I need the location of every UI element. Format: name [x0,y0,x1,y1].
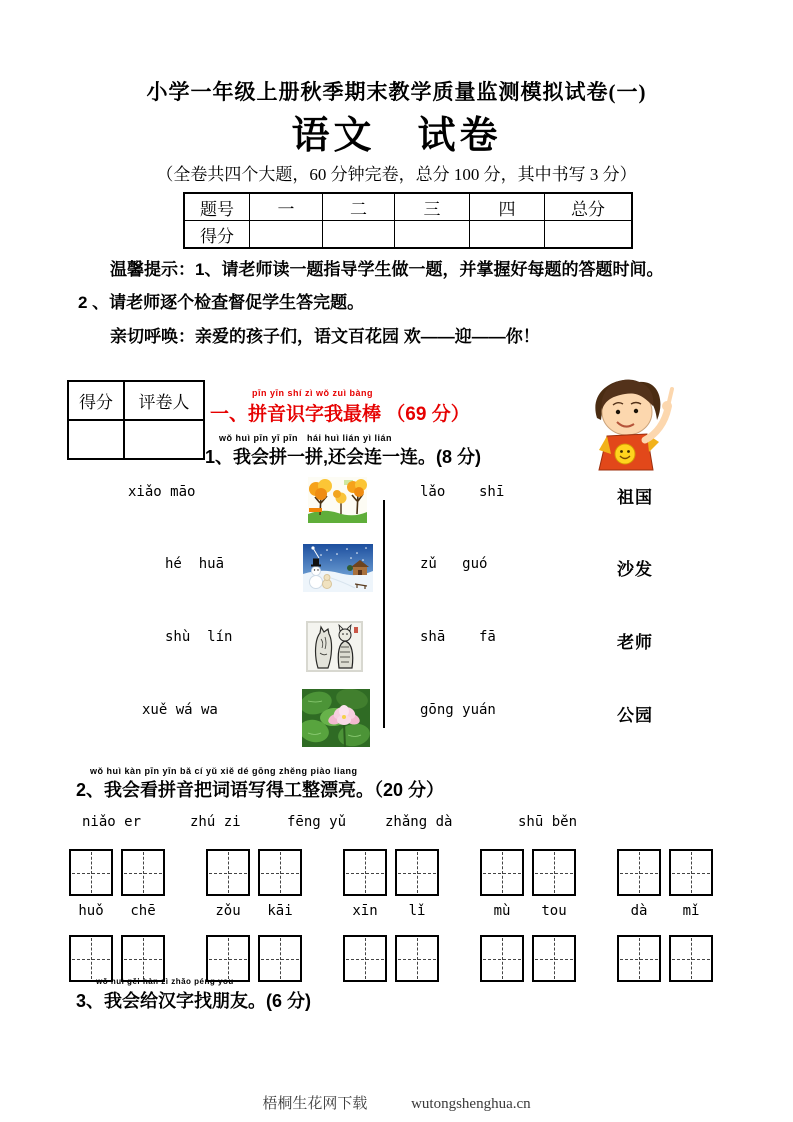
write-pinyin-pair [480,903,576,919]
cartoon-boy-image [573,372,691,477]
character-grid-pair [206,935,302,982]
info-line: （全卷共四个大题，60 分钟完卷，总分 100 分，其中书写 3 分） [156,165,637,184]
table-row [184,221,632,249]
write-pinyin-word: fēng yǔ [287,814,347,830]
question1-text: 1、我会拼一拼,还会连一连。(8 分) [205,447,482,467]
tian-grid-box [395,935,439,982]
grader-empty-cell [124,420,204,459]
write-pinyin-word: mù [493,903,511,919]
tian-grid-box [532,935,576,982]
grader-empty-cell [68,420,124,459]
question2-pinyin: wǒ huì kàn pīn yīn bǎ cí yǔ xiě dé gōng zhěng piào liang [90,766,358,776]
character-grid-pair [617,935,713,982]
write-pinyin-pair [343,903,439,919]
character-grid-pair [343,849,439,896]
question3-block [76,977,311,1013]
tian-grid-box [669,935,713,982]
score-row-label: 得分 [184,221,250,249]
match-divider-line [383,500,385,728]
footer [0,1092,793,1113]
write-pinyin-word: zhǎng dà [385,814,453,830]
match-left-pinyin: hé huā [165,556,225,572]
score-empty-cell [250,221,323,249]
write-pinyin-word: zǒu [215,903,241,919]
tian-grid-box [480,935,524,982]
section1-pinyin: pīn yīn shí zì wǒ zuì bàng [252,388,373,398]
tian-grid-box [258,849,302,896]
match-left-pinyin: xiǎo māo [128,484,196,500]
subject-title: 语文 试卷 [291,115,502,157]
table-row [68,420,204,459]
character-grid-pair [206,849,302,896]
match-right-pinyin: lǎo shī [420,484,505,500]
character-grid-pair [617,849,713,896]
page-title: 小学一年级上册秋季期末教学质量监测模拟试卷(一) [146,80,647,104]
tian-grid-box [206,935,250,982]
score-header-cell: 一 [250,193,323,221]
lotus-flower-image [302,689,370,752]
match-word: 老师 [617,633,653,652]
character-grid-pair [69,849,165,896]
write-pinyin-word: shū běn [518,814,578,830]
write-pinyin-word: xīn [352,903,378,919]
character-grid-pair [343,935,439,982]
tian-grid-box [258,935,302,982]
score-header-cell: 题号 [184,193,250,221]
question3-text: 3、我会给汉字找朋友。(6 分) [76,991,312,1011]
tian-grid-box [121,849,165,896]
footer-site-url: wutongshenghua.cn [411,1096,531,1112]
write-pinyin-pair [69,903,165,919]
write-pinyin-word: mǐ [682,903,700,919]
tian-grid-box [206,849,250,896]
score-header-cell: 四 [470,193,545,221]
greeting-line: 亲切呼唤：亲爱的孩子们，语文百花园 欢——迎——你！ [110,327,540,346]
match-word: 祖国 [617,488,653,507]
match-left-pinyin: xuě wá wa [142,702,218,718]
tian-grid-box [343,849,387,896]
match-right-pinyin: shā fā [420,629,496,645]
tian-grid-box [617,935,661,982]
score-header-cell: 三 [395,193,470,221]
match-word: 沙发 [617,560,653,579]
match-left-pinyin: shù lín [165,629,233,645]
match-right-pinyin: gōng yuán [420,702,496,718]
write-pinyin-word: chē [130,903,156,919]
write-pinyin-word: niǎo er [82,814,142,830]
write-pinyin-pair [206,903,302,919]
autumn-trees-image [308,477,367,528]
ink-cats-image [306,621,363,677]
character-grid-pair [69,935,165,982]
score-empty-cell [323,221,395,249]
question1-pinyin: wǒ huì pīn yī pīn hái huì lián yì lián [219,433,393,443]
score-empty-cell [545,221,633,249]
score-header-cell: 总分 [545,193,633,221]
tian-grid-box [532,849,576,896]
section1-heading-block [210,388,470,426]
tian-grid-box [617,849,661,896]
tian-grid-box [121,935,165,982]
tian-grid-box [69,849,113,896]
write-pinyin-word: zhú zi [190,814,241,830]
score-empty-cell [470,221,545,249]
tip-line-2: 2 、请老师逐个检查督促学生答完题。 [78,293,365,312]
footer-site-name: 梧桐生花网下载 [262,1096,368,1112]
match-right-pinyin: zǔ guó [420,556,488,572]
write-pinyin-pair [617,903,713,919]
score-empty-cell [395,221,470,249]
tian-grid-box [395,849,439,896]
write-pinyin-word: kāi [267,903,293,919]
write-pinyin-word: huǒ [78,903,104,919]
write-pinyin-word: lǐ [408,903,426,919]
tian-grid-box [69,935,113,982]
grader-name-label: 评卷人 [124,381,204,420]
question1-block [205,433,481,469]
question2-block [76,766,444,802]
match-word: 公园 [617,706,653,725]
question2-text: 2、我会看拼音把词语写得工整漂亮。（20 分） [76,780,445,800]
section1-heading: 一、拼音识字我最棒 （69 分） [210,404,470,425]
tian-grid-box [669,849,713,896]
tian-grid-box [480,849,524,896]
character-grid-pair [480,935,576,982]
grader-score-label: 得分 [68,381,124,420]
winter-snowman-image [303,544,373,597]
grader-table [67,380,205,460]
table-row [68,381,204,420]
character-grid-pair [480,849,576,896]
score-header-cell: 二 [323,193,395,221]
write-pinyin-word: dà [630,903,648,919]
score-summary-table [183,192,633,249]
tian-grid-box [343,935,387,982]
tip-line-1: 温馨提示：1、请老师读一题指导学生做一题，并掌握好每题的答题时间。 [110,260,664,279]
table-row [184,193,632,221]
question3-pinyin: wǒ huì gěi hàn zì zhǎo péng you [96,977,234,986]
write-pinyin-word: tou [541,903,567,919]
